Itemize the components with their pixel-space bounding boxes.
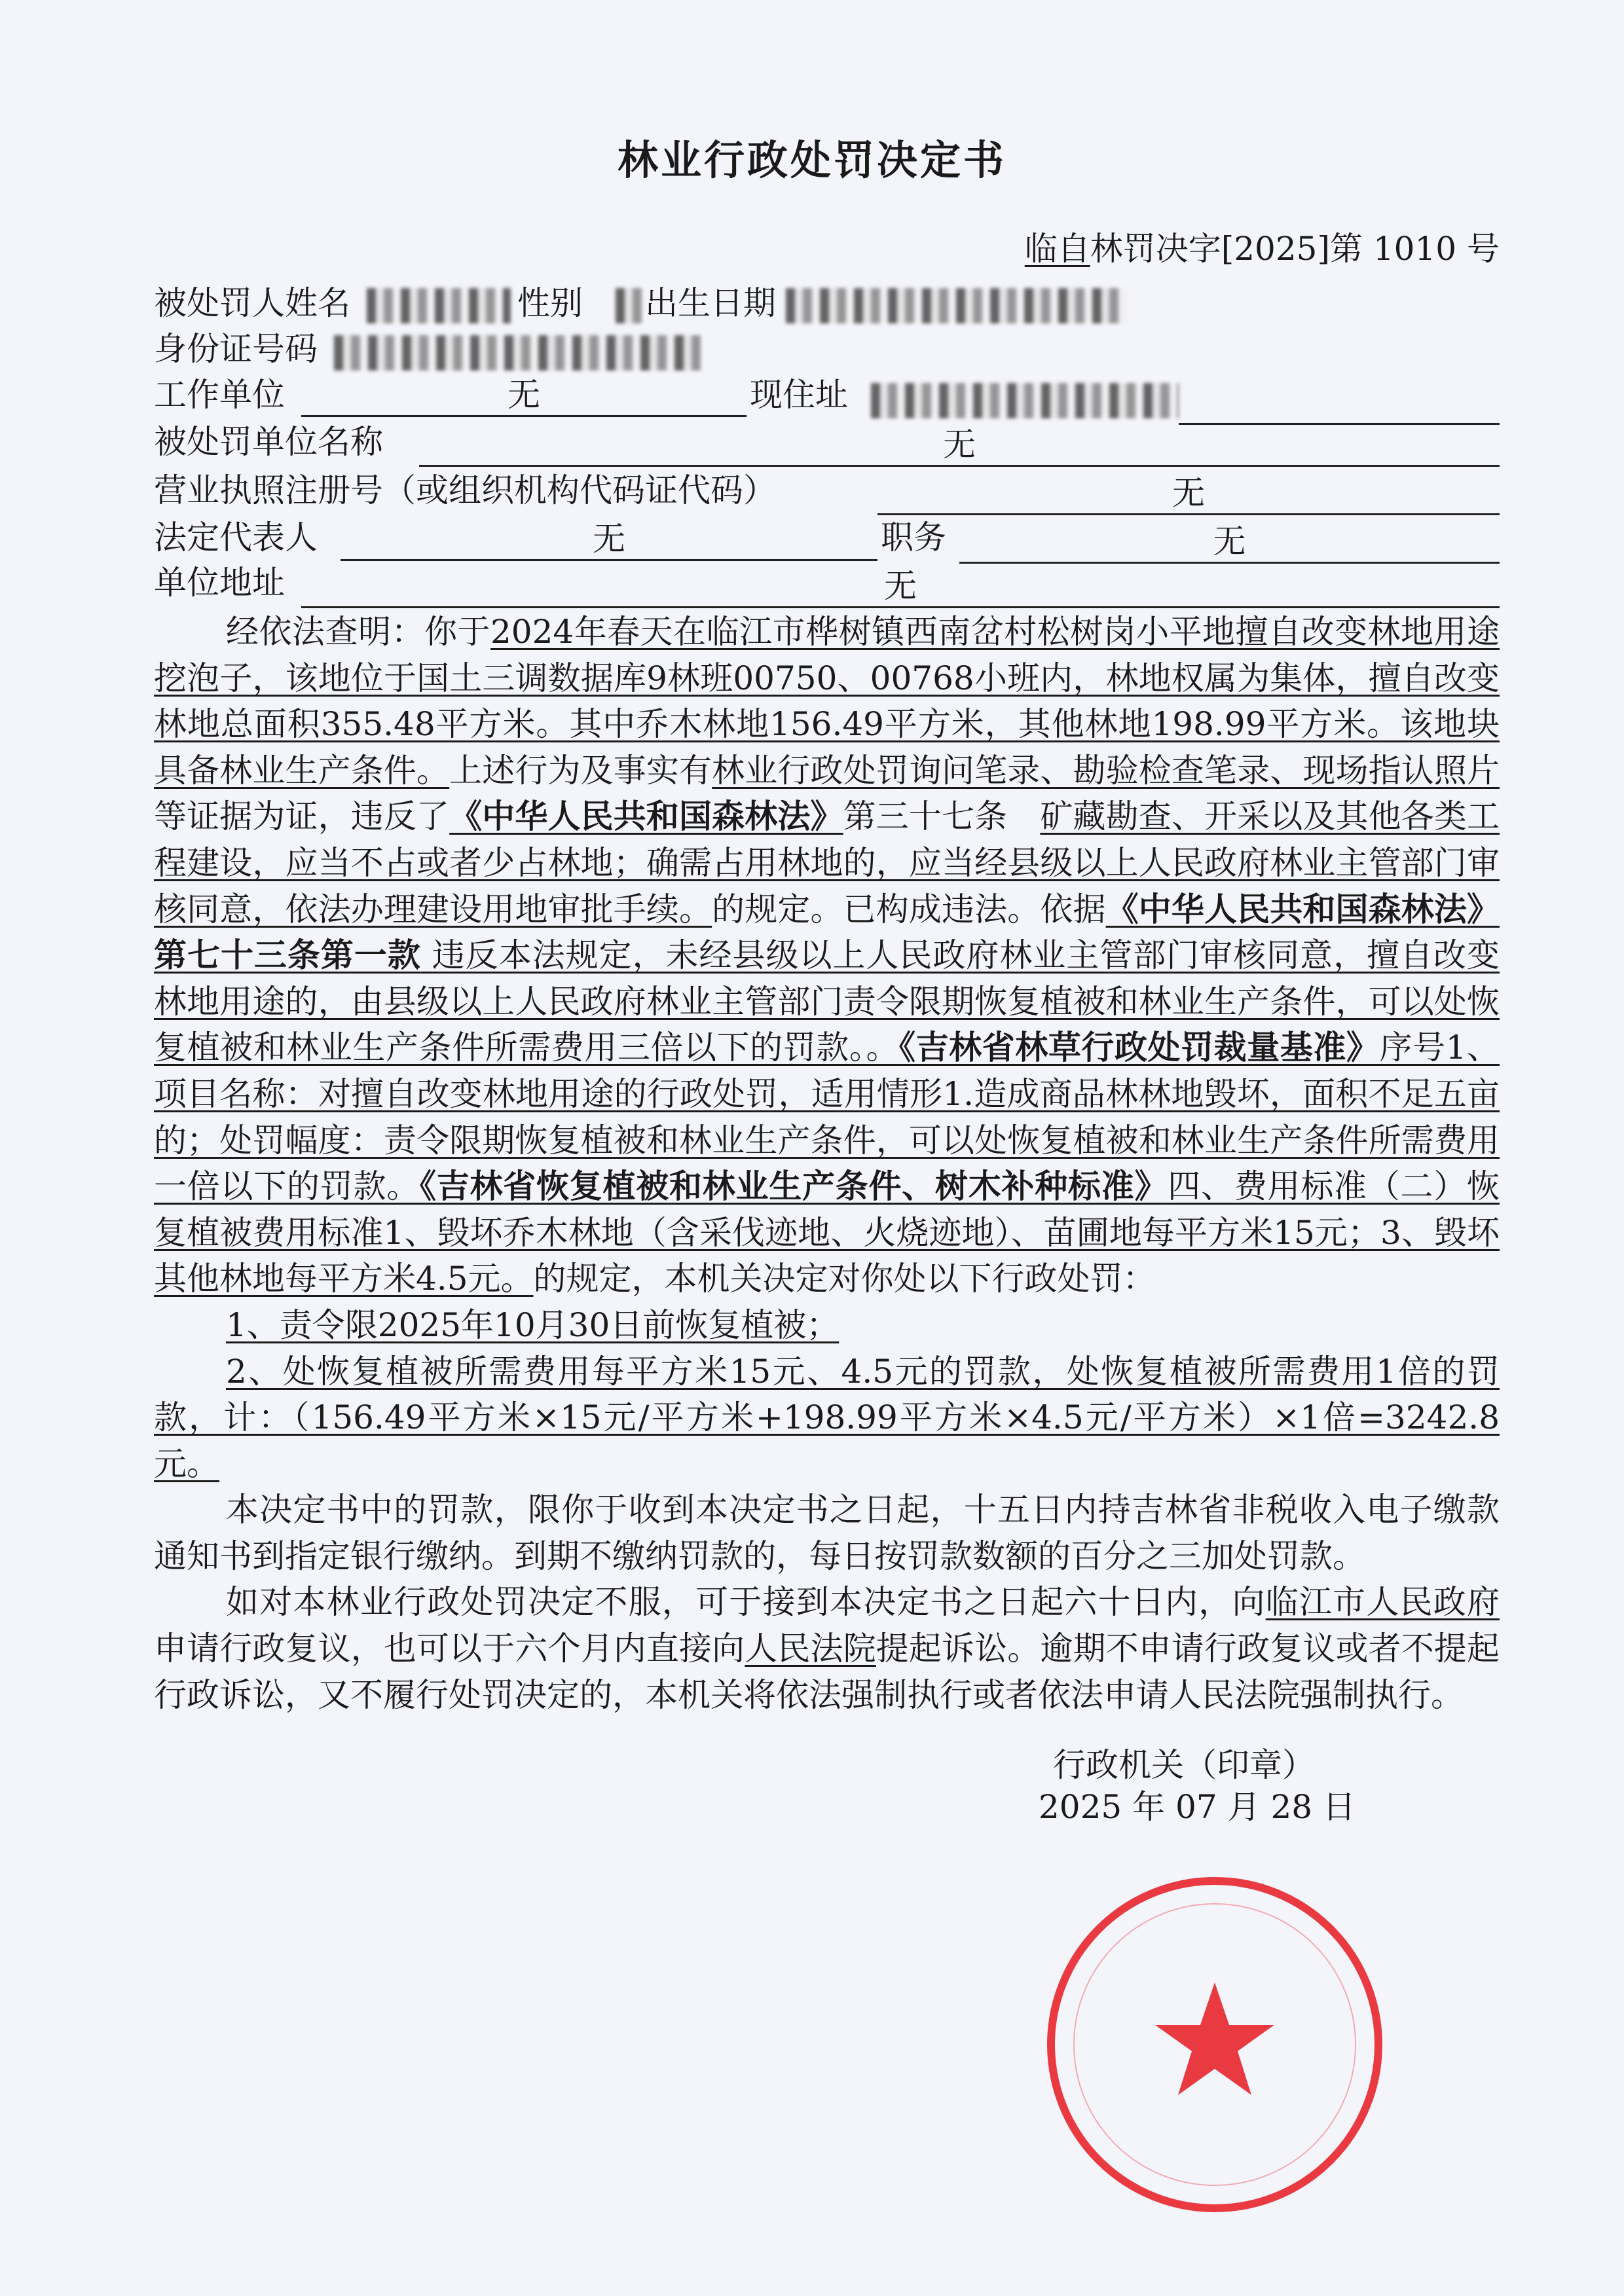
redacted-name xyxy=(367,288,511,323)
authority-seal-label: 行政机关（印章） xyxy=(1053,1746,1315,1785)
paragraph-text: 2024年春天在临江市桦树镇西南岔村松树岗小平地擅自改变林地用途挖泡子，该地位于国土三调数据库9林班00750、00768小班内，林地权属为集体，擅自改变林地总面积355.48平方米。其中乔木林地156.49平方米，其他林地198.99平方米。该地块具备林业生产条件。 xyxy=(154,613,1500,790)
paragraph-text: 的规定。已构成违法。依据 xyxy=(712,890,1106,928)
paragraph-text: 2、处恢复植被所需费用每平方米15元、4.5元的罚款，处恢复植被所需费用1倍的罚款，计：（156.49平方米×15元/平方米+198.99平方米×4.5元/平方米）×1倍=3242.8元。 xyxy=(154,1352,1500,1483)
redacted-id xyxy=(334,335,701,371)
org-address-value: 无 xyxy=(301,566,1500,608)
address-underline xyxy=(1179,382,1500,425)
paragraph-text: 等证据为证，违反了 xyxy=(154,797,450,836)
paragraph-text: 临江市人民政府 xyxy=(1265,1583,1500,1622)
work-unit-label: 工作单位 xyxy=(154,376,285,414)
decision-body xyxy=(154,609,1500,1828)
dob-label: 出生日期 xyxy=(645,284,776,322)
redacted-gender xyxy=(616,288,642,323)
org-address-label: 单位地址 xyxy=(154,564,285,602)
paragraph-text: 序号1、项目名称：对擅自改变林地用途的行政处罚，适用情形1.造成商品林林地毁坏，面积不足五亩的；处罚幅度：责令限期恢复植被和林业生产条件，可以处恢复植被和林业生产条件所需费用一倍以下的罚款。 xyxy=(154,1029,1500,1206)
doc-number-rest: 林罚决字[2025]第 1010 号 xyxy=(1090,230,1500,268)
name-label: 被处罚人姓名 xyxy=(154,284,350,322)
paragraph-text: 第三十七条 xyxy=(843,797,1041,836)
body-paragraph xyxy=(154,1302,1500,1349)
star-icon xyxy=(1155,1982,1274,2095)
body-paragraph xyxy=(154,609,1500,1302)
paragraph-text: 上述行为及事实有 xyxy=(449,751,712,790)
law-citation: 《中华人民共和国森林法》 xyxy=(449,797,843,836)
work-unit-value: 无 xyxy=(301,374,747,417)
paragraph-text: 违反本法规定，未经县级以上人民政府林业主管部门审核同意，擅自改变林地用途的，由县级以上人民政府林业主管部门责令限期恢复植被和林业生产条件，可以处恢复植被和林业生产条件所需费用三倍以下的罚款。。 xyxy=(154,936,1500,1067)
document-number xyxy=(1025,223,1500,270)
doc-number-prefix: 临自 xyxy=(1024,230,1090,268)
paragraph-text: 四、费用标准（二）恢复植被费用标准1、毁坏乔木林地（含采伐迹地、火烧迹地）、苗圃地每平方米15元；3、毁坏其他林地每平方米4.5元。 xyxy=(154,1167,1500,1298)
paragraph-text: 1、责令限2025年10月30日前恢复植被； xyxy=(226,1305,840,1344)
org-name-label: 被处罚单位名称 xyxy=(154,423,383,461)
paragraph-text: 如对本林业行政处罚决定不服，可于接到本决定书之日起六十日内，向 xyxy=(226,1583,1266,1622)
redacted-dob xyxy=(786,288,1126,323)
law-citation: 《吉林省恢复植被和林业生产条件、树木补种标准》 xyxy=(420,1167,1168,1206)
paragraph-text: 本决定书中的罚款，限你于收到本决定书之日起，十五日内持吉林省非税收入电子缴款通知书到指定银行缴纳。到期不缴纳罚款的，每日按罚款数额的百分之三加处罚款。 xyxy=(154,1491,1500,1575)
body-paragraph xyxy=(154,1349,1500,1487)
id-label: 身份证号码 xyxy=(154,330,318,368)
paragraph-text: 经依法查明：你于 xyxy=(226,613,490,651)
license-label: 营业执照注册号（或组织机构代码证代码） xyxy=(154,471,776,509)
position-value: 无 xyxy=(959,521,1500,564)
legal-rep-label: 法定代表人 xyxy=(154,519,318,556)
seal-inner-ring xyxy=(1074,1904,1356,2185)
paragraph-text: 林业行政处罚询问笔录、勘验检查笔录、现场指认照片 xyxy=(712,751,1500,790)
redacted-address xyxy=(871,383,1179,418)
law-citation: 《中华人民共和国森林法》第七十三条第一款 xyxy=(154,890,1500,975)
official-seal xyxy=(1041,1871,1388,2218)
license-value: 无 xyxy=(877,473,1500,515)
gender-label: 性别 xyxy=(517,284,583,322)
paragraph-text: 提起诉讼。逾期不申请行政复议或者不提起行政诉讼，又不履行处罚决定的，本机关将依法强制执行或者依法申请人民法院强制执行。 xyxy=(154,1630,1500,1714)
document-title: 林业行政处罚决定书 xyxy=(617,136,1006,184)
paragraph-text: 申请行政复议，也可以于六个月内直接向 xyxy=(154,1630,745,1668)
body-paragraph xyxy=(154,1579,1500,1718)
org-name-value: 无 xyxy=(419,424,1500,467)
paragraph-text: 人民法院 xyxy=(745,1630,876,1668)
legal-rep-value: 无 xyxy=(341,519,877,561)
paragraph-text: 矿藏勘查、开采以及其他各类工程建设，应当不占或者少占林地；确需占用林地的，应当经县级以上人民政府林业主管部门审核同意，依法办理建设用地审批手续。 xyxy=(154,797,1500,928)
address-label: 现住址 xyxy=(750,376,848,414)
paragraph-text: 的规定，本机关决定对你处以下行政处罚： xyxy=(533,1260,1156,1298)
body-paragraphs xyxy=(154,609,1500,1718)
seal-ring xyxy=(1051,1881,1378,2208)
law-citation: 《吉林省林草行政处罚裁量基准》 xyxy=(899,1029,1380,1067)
body-paragraph xyxy=(154,1487,1500,1579)
decision-date: 2025 年 07 月 28 日 xyxy=(1039,1788,1356,1827)
position-label: 职务 xyxy=(881,519,946,556)
